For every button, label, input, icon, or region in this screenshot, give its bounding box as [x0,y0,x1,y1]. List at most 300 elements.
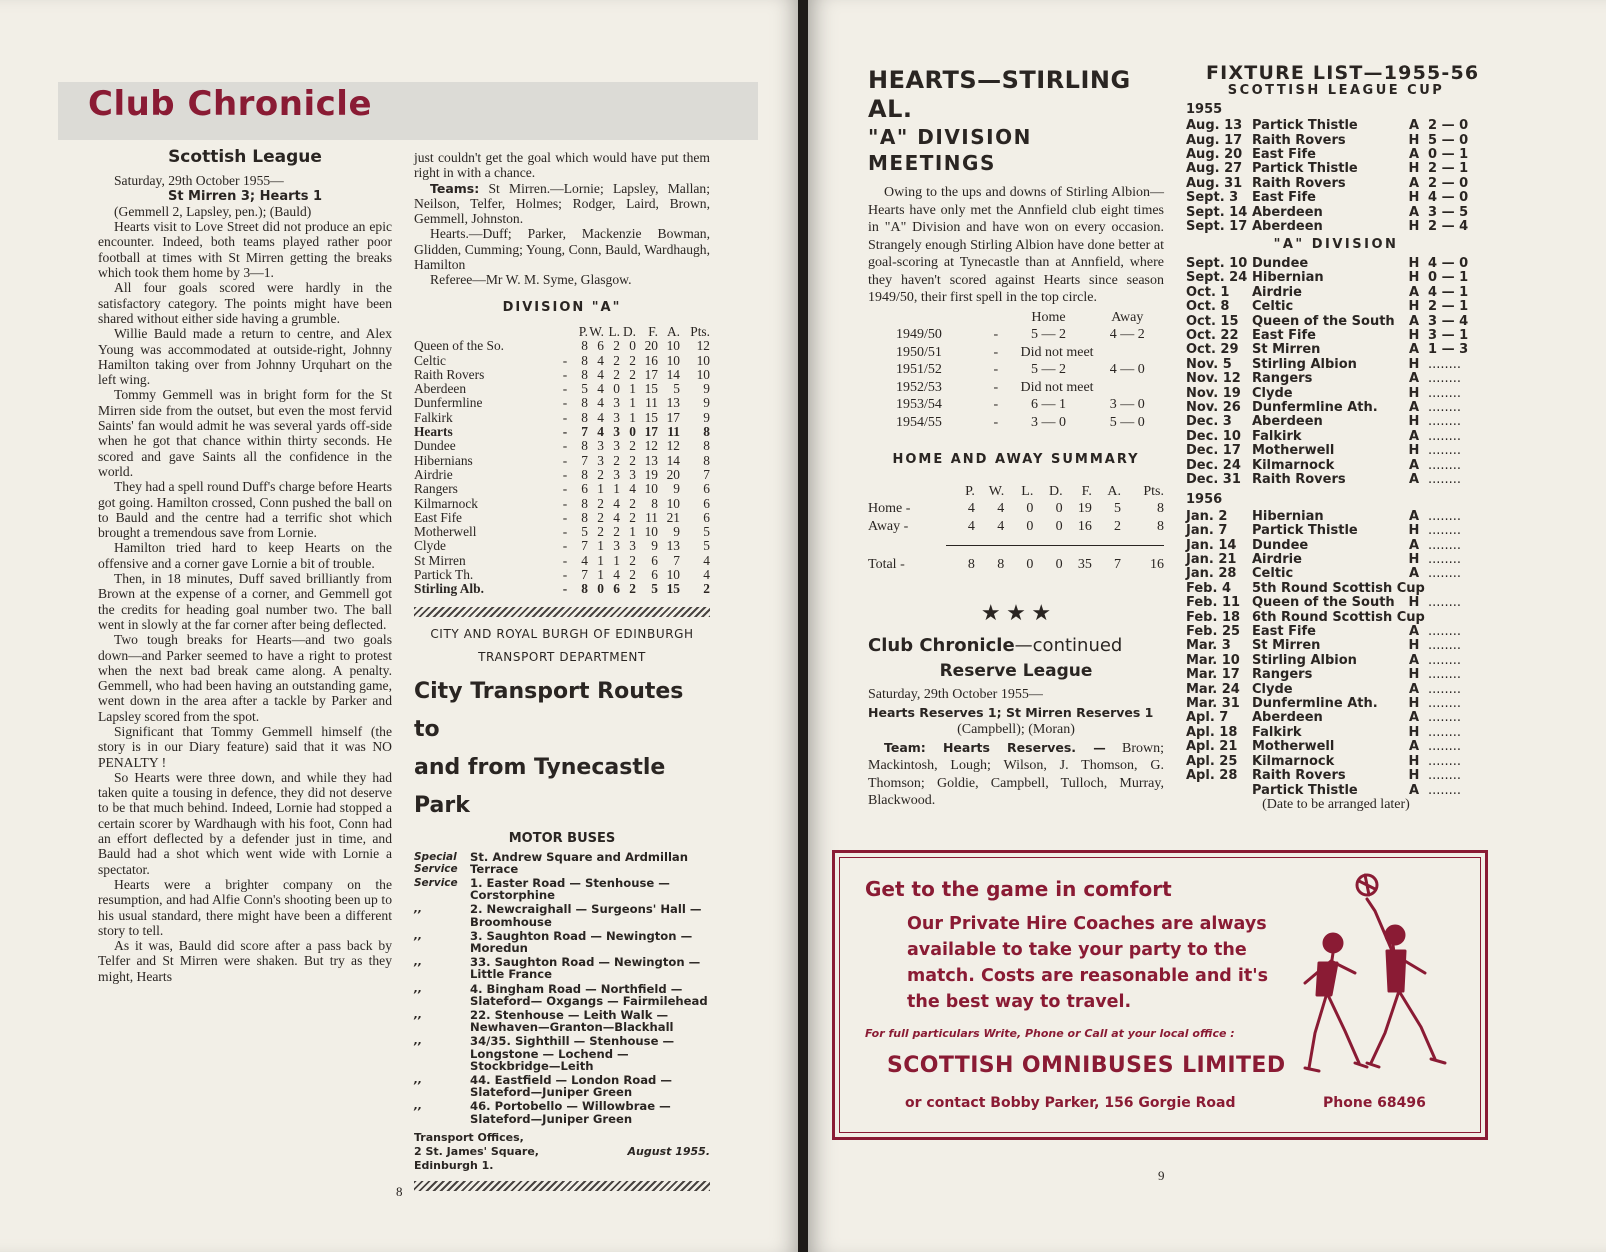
fixture-result: ........ [1428,710,1462,726]
route-text: St. Andrew Square and Ardmillan Terrace [470,849,689,876]
team-name: Stirling Alb. [414,581,484,597]
meetings-table-header: Home Away [1031,309,1144,325]
separator: - [562,366,568,382]
summary-col-header: A. [1107,483,1122,499]
fixture-opponent: Kilmarnock [1252,457,1335,473]
separator: - [562,466,568,482]
fixture-date: Mar. 17 [1186,667,1240,683]
fixture-result: ........ [1428,414,1462,430]
fixture-result: ........ [1428,681,1462,697]
team-name: Airdrie [414,466,453,482]
stat-cell: 11 [645,509,658,525]
route-item [414,877,710,901]
fixture-venue: A [1408,204,1420,220]
stat-cell: 5 [673,381,680,397]
fixture-result: 0 — 1 [1428,270,1469,286]
fixture-opponent: Clyde [1252,385,1293,401]
stat-cell: 10 [666,567,680,583]
fixture-opponent: Clyde [1252,681,1293,697]
fixture-row [1186,769,1461,783]
report-paragraph: They had a spell round Duff's charge before Hearts got going. Hamilton crossed, Conn pushed the ball on to Bauld and the centre had a terrific shot which brought a tremendous save from Lornie. [98,479,392,541]
summary-cell: 2 [1114,518,1122,534]
route-label: Special Service [414,850,458,875]
fixture-result: 3 — 5 [1428,204,1469,220]
transport-title-line-1: City Transport Routes to [414,679,684,743]
fixture-row [1186,697,1461,711]
stat-cell: 20 [644,338,658,354]
col-header: L. [608,323,620,339]
fixture-row [1186,625,1461,639]
fixture-venue: H [1408,638,1420,654]
stat-cell: 6 [651,567,658,583]
fixture-venue: H [1408,327,1420,343]
season: 1951/52 [896,362,942,377]
fixture-result: 4 — 0 [1428,190,1469,206]
col-header: Pts. [690,323,710,339]
fixture-venue: H [1408,753,1420,769]
team-name: Aberdeen [414,381,467,397]
fixture-opponent: East Fife [1252,147,1316,163]
fixture-result: 2 — 0 [1428,118,1469,134]
stat-cell: 11 [645,395,658,411]
fixture-result: ........ [1428,552,1462,567]
fixture-result: ........ [1428,537,1462,553]
fixture-venue: A [1408,371,1420,387]
fixture-venue: A [1408,313,1420,329]
fixture-event: 6th Round Scottish Cup [1252,609,1425,625]
stat-cell: 9 [703,409,710,425]
fixture-result: ........ [1428,696,1462,712]
fixture-result: ........ [1428,739,1462,755]
total-label: Total - [868,557,905,572]
meeting-row [896,344,1164,362]
fixture-row [1186,358,1468,372]
fixture-row [1186,755,1461,769]
team-name: Hibernians [414,452,473,468]
a-division-title: "A" DIVISION [1273,237,1399,253]
summary-col-header: P. [965,483,975,499]
dash: - [993,379,999,395]
stat-cell: 4 [703,552,710,568]
fixture-row [1186,271,1468,285]
summary-rule [868,546,1164,557]
stat-cell: 4 [613,509,620,525]
year-1955: 1955 [1186,101,1223,117]
report-paragraph: So Hearts were three down, and while they had taken quite a tousing in defence, they did not deserve to be that much behind. Indeed, Lornie had stopped a certain scorer by Wardhaugh with his foot, Conn had an effort deflected by a defender just in time, and Bauld had a shot which went wide with Lornie a spectator. [98,769,392,877]
fixture-venue: H [1408,161,1420,177]
fixture-row [1186,683,1461,697]
fixture-row [1186,524,1461,538]
table-row [414,454,710,468]
table-row [414,368,710,382]
fixture-opponent: Stirling Albion [1252,652,1357,668]
summary-cell: 4 [997,501,1005,516]
fixture-date: Dec. 17 [1186,443,1241,459]
fixture-result: 2 — 0 [1428,175,1469,191]
fixture-date: Feb. 25 [1186,624,1241,640]
stat-cell: 3 [613,409,620,425]
stat-cell: 17 [666,409,680,425]
stat-cell: 2 [597,524,604,540]
fixture-row [1186,343,1468,357]
stat-cell: 14 [666,452,680,468]
division-fixtures-1955 [1186,257,1468,488]
total-cell: 8 [967,557,975,572]
fixture-opponent: East Fife [1252,624,1316,640]
route-label: ,, [414,956,422,969]
fixture-result: 2 — 4 [1428,219,1469,235]
stat-cell: 6 [597,338,604,354]
team-name: Partick Th. [414,567,474,583]
stat-cell: 2 [597,466,604,482]
report-paragraph: Hearts were a brighter company on the resumption, and had Alfie Conn's shooting been up to his usual standard, there might have been a different story to tell. [98,876,392,938]
separator: - [562,395,568,411]
route-label: Service [414,876,458,889]
bus-routes-list [414,851,710,1125]
fixture-venue: H [1408,255,1420,271]
stat-cell: 6 [651,552,658,568]
fixture-date: Dec. 31 [1186,471,1241,487]
meeting-row [896,326,1164,344]
meetings-text: Owing to the ups and downs of Stirling Albion—Hearts have only met the Annfield club eight times in "A" Division and have won on every occasion. Strangely enough Stirling Albion have done better at goal-scoring at Tynecastle than at Annfield, where they haven't scored against Hearts since season 1949/50, their first spell in the top circle. [868,185,1164,305]
meeting-row [896,379,1164,397]
fixture-list-title: FIXTURE LIST—1955-56 [1206,62,1480,84]
fixture-opponent: Rangers [1252,371,1313,387]
stat-cell: 7 [581,452,588,468]
fixture-result: ........ [1428,443,1462,459]
stat-cell: 8 [703,424,710,440]
stat-cell: 6 [581,481,588,497]
stat-cell: 2 [703,581,710,597]
fixture-opponent: Hibernian [1252,508,1324,524]
route-text: 46. Portobello — Willowbrae — Slateford—Juniper Green [470,1099,671,1126]
stat-cell: 10 [696,366,710,382]
team-name: St Mirren [414,552,466,568]
fixture-row [1186,191,1468,205]
stat-cell: 2 [613,452,620,468]
summary-row [868,518,1164,536]
stat-cell: 13 [666,395,680,411]
dash: - [993,397,999,412]
fixture-result: ........ [1428,638,1462,654]
table-row [414,354,710,368]
fixture-venue: H [1408,724,1420,740]
stat-cell: 12 [644,438,658,454]
season: 1950/51 [896,344,942,360]
fixture-result: ........ [1428,356,1462,372]
route-item [414,983,710,1007]
stat-cell: 8 [581,581,588,597]
total-cell: 0 [1055,557,1063,572]
fixture-date: Feb. 18 [1186,609,1241,625]
stat-cell: 11 [667,424,680,440]
fixture-date: Oct. 1 [1186,284,1230,300]
stat-cell: 10 [644,481,658,497]
date-line: Saturday, 29th October 1955— [114,173,284,189]
sep-header [558,325,572,339]
stat-cell: 6 [613,581,620,597]
fixture-date: Jan. 2 [1186,508,1228,524]
table-row [414,425,710,439]
meetings-column [868,66,1164,810]
stat-cell: 2 [629,438,636,454]
summary-col-header: F. [1081,483,1092,499]
fixture-result: 5 — 0 [1428,132,1469,148]
summary-table-header [868,483,1164,501]
fixture-date: Oct. 22 [1186,327,1239,343]
stat-cell: 2 [629,509,636,525]
fixture-venue: A [1408,681,1420,697]
table-row [414,339,710,353]
summary-cell: 5 [1114,501,1122,516]
coach-hire-advert [832,850,1488,1140]
fixture-opponent: Motherwell [1252,443,1335,459]
fixture-venue: H [1408,667,1420,683]
fixture-opponent: Partick Thistle [1252,782,1358,798]
col-header: P. [578,323,588,339]
stat-cell: 5 [703,538,710,554]
stat-cell: 2 [597,509,604,525]
summary-col-header: D. [1048,483,1063,499]
season: 1954/55 [896,414,942,430]
fixture-row [1186,162,1468,176]
fixture-opponent: East Fife [1252,190,1316,206]
fixture-opponent: Motherwell [1252,739,1335,755]
route-text: 44. Eastfield — London Road — Slateford—Juniper Green [470,1072,672,1100]
table-row [414,511,710,525]
fixture-venue: A [1408,175,1420,191]
stat-cell: 8 [581,495,588,511]
stat-cell: 7 [703,466,710,482]
separator: - [562,481,568,497]
stat-cell: 17 [644,424,658,440]
fixture-result: ........ [1428,667,1462,683]
reserve-result: Hearts Reserves 1; St Mirren Reserves 1 [868,704,1154,720]
stat-cell: 4 [581,552,588,568]
stat-cell: 7 [673,552,680,568]
season: 1952/53 [896,379,942,395]
fixture-venue: A [1408,652,1420,668]
summary-title: HOME AND AWAY SUMMARY [892,452,1140,467]
report-paragraph: Then, in 18 minutes, Duff saved brilliantly from Brown at the expense of a corner, and Gemmell got the credits for heading goal number two. The ball went in slowly at the far corner after being deflected. [98,571,392,632]
stat-cell: 4 [597,352,604,368]
stat-cell: 13 [644,452,658,468]
fixture-list-column [1186,62,1486,812]
stat-cell: 16 [644,352,658,368]
fixture-row [1186,582,1461,596]
summary-cell: 0 [1055,501,1063,516]
fixture-date: Sept. 3 [1186,190,1239,206]
fixture-result: ........ [1428,595,1462,611]
league-cup-title: SCOTTISH LEAGUE CUP [1227,83,1445,99]
fixture-date: Aug. 20 [1186,147,1243,163]
report-column-1 [98,147,392,984]
team-name: Clyde [414,538,446,554]
dash: - [993,362,999,377]
fixture-result: ........ [1428,371,1462,387]
divider [414,607,710,617]
stat-cell: 3 [613,438,620,454]
separator: - [562,509,568,525]
scorers: (Gemmell 2, Lapsley, pen.); (Bauld) [114,203,312,219]
fixture-venue: H [1408,219,1420,235]
fixture-result: ........ [1428,428,1462,444]
route-item [414,1035,710,1072]
fixture-row [1186,711,1461,725]
team-name: Motherwell [414,524,477,540]
stat-cell: 1 [629,395,636,411]
fixture-row [1186,654,1461,668]
stat-cell: 2 [613,366,620,382]
stat-cell: 6 [703,495,710,511]
stat-cell: 2 [629,366,636,382]
transport-title-line-2: and from Tynecastle Park [414,755,666,819]
motor-buses-heading: MOTOR BUSES [508,831,616,847]
summary-col-header: L. [1021,483,1034,499]
stat-cell: 10 [666,338,680,354]
stat-cell: 8 [581,338,588,354]
stat-cell: 8 [581,409,588,425]
fixture-venue: A [1408,284,1420,300]
report-paragraph: Willie Bauld made a return to centre, and Alex Young was accommodated at outside-right, Johnny Hamilton taking over from Johnny Urquhart on the left wing. [98,326,392,388]
offices-date: August 1955. [627,1144,710,1158]
fixture-opponent: Rangers [1252,667,1313,683]
fixture-row [1186,510,1461,524]
fixture-opponent: Airdrie [1252,552,1302,567]
total-cell: 0 [1026,557,1034,572]
fixture-result: 3 — 4 [1428,313,1469,329]
fixture-venue: H [1408,356,1420,372]
fixture-venue: A [1408,739,1420,755]
fixture-opponent: Falkirk [1252,428,1302,444]
route-label: ,, [414,1073,422,1086]
summary-cell: 16 [1077,518,1092,534]
meeting-away: 4 — 2 [1109,327,1145,342]
fixture-venue: A [1408,471,1420,487]
stat-cell: 12 [666,438,680,454]
separator: - [562,438,568,454]
fixture-date: Sept. 14 [1186,204,1248,220]
transport-title [414,673,710,825]
separator: - [562,452,568,468]
fixture-result: ........ [1428,566,1462,582]
stat-cell: 8 [581,466,588,482]
stat-cell: 2 [613,352,620,368]
stat-cell: 12 [696,338,710,354]
fixture-result: 1 — 3 [1428,342,1469,358]
stat-cell: 0 [629,424,636,440]
fixture-result: ........ [1428,457,1462,473]
summary-cell: 0 [1026,518,1034,534]
stat-cell: 4 [597,366,604,382]
fixture-result: 0 — 1 [1428,147,1469,163]
route-item [414,956,710,980]
summary-cell: 4 [997,518,1005,534]
fixture-date: Mar. 31 [1186,696,1240,712]
dash: - [993,344,999,360]
stat-cell: 8 [651,495,658,511]
advert-body: Our Private Hire Coaches are always available to take your party to the match. Costs are reasonable and it's the best way to travel. [907,914,1269,1012]
stat-cell: 4 [597,381,604,397]
stat-cell: 3 [613,466,620,482]
fixture-result: ........ [1428,624,1462,640]
meeting-home: Did not meet [1020,379,1094,395]
fixture-result: ........ [1428,385,1462,401]
fixture-date: Mar. 10 [1186,652,1240,668]
separator: - [562,495,568,511]
table-row [414,539,710,553]
summary-col-header: W. [988,483,1005,499]
route-text: 34/35. Sighthill — Stenhouse — Longstone — Lochend — Stockbridge—Leith [470,1034,675,1073]
fixture-row [1186,329,1468,343]
fixture-venue: A [1408,508,1420,524]
route-text: 2. Newcraighall — Surgeons' Hall —Broomhouse [470,902,702,929]
fixture-opponent: Queen of the South [1252,595,1395,611]
fixture-opponent: Celtic [1252,566,1294,582]
stat-cell: 1 [597,552,604,568]
stat-cell: 10 [644,524,658,540]
fixture-row [1186,300,1468,314]
route-label: ,, [414,982,422,995]
fixture-venue: H [1408,523,1420,539]
stat-cell: 3 [613,424,620,440]
report-paragraph: Significant that Tommy Gemmell himself (the story is in our Diary feature) said that it was NO PENALTY ! [98,723,392,770]
fixture-opponent: Aberdeen [1252,414,1323,430]
dash: - [993,327,999,342]
separator: - [562,581,568,597]
summary-total-row [868,556,1164,574]
report-paragraph: All four goals scored were hardly in the satisfactory category. The points might have been shared without either side having a grumble. [98,280,392,326]
division-table-title: DIVISION "A" [502,299,622,315]
fixture-date: Dec. 24 [1186,457,1241,473]
fixture-opponent: Raith Rovers [1252,471,1346,487]
page-number: 8 [396,1184,403,1199]
fixture-venue: H [1408,270,1420,286]
fixture-date: Mar. 24 [1186,681,1240,697]
fixture-result: ........ [1428,724,1462,740]
fixture-result: 4 — 1 [1428,284,1469,300]
fixture-result: ........ [1428,471,1462,487]
fixture-date: Aug. 13 [1186,118,1243,134]
offices-line-1: Transport Offices, [414,1130,524,1144]
table-row [414,554,710,568]
col-header: W. [589,323,604,339]
fixture-result: ........ [1428,523,1462,539]
team-name: Falkirk [414,409,453,425]
fixture-date: Oct. 29 [1186,342,1239,358]
summary-cell: 8 [1157,518,1164,534]
stat-cell: 1 [613,481,620,497]
fixture-row [1186,459,1468,473]
fixture-row [1186,784,1461,798]
transport-offices [414,1131,710,1173]
fixture-date: Apl. 7 [1186,710,1229,726]
team-name: Celtic [414,352,446,368]
fixture-row [1186,387,1468,401]
divider-bottom [414,1181,710,1191]
stat-cell: 1 [613,552,620,568]
fixture-date: Dec. 3 [1186,414,1232,430]
year-1956: 1956 [1186,492,1223,508]
stat-cell: 6 [703,481,710,497]
footballers-illustration-icon [1275,863,1465,1093]
transport-line-2: TRANSPORT DEPARTMENT [478,649,646,664]
stat-cell: 0 [629,338,636,354]
stat-cell: 7 [581,424,588,440]
fixture-date: Apl. 21 [1186,739,1238,755]
stat-cell: 2 [613,524,620,540]
separator: - [562,567,568,583]
